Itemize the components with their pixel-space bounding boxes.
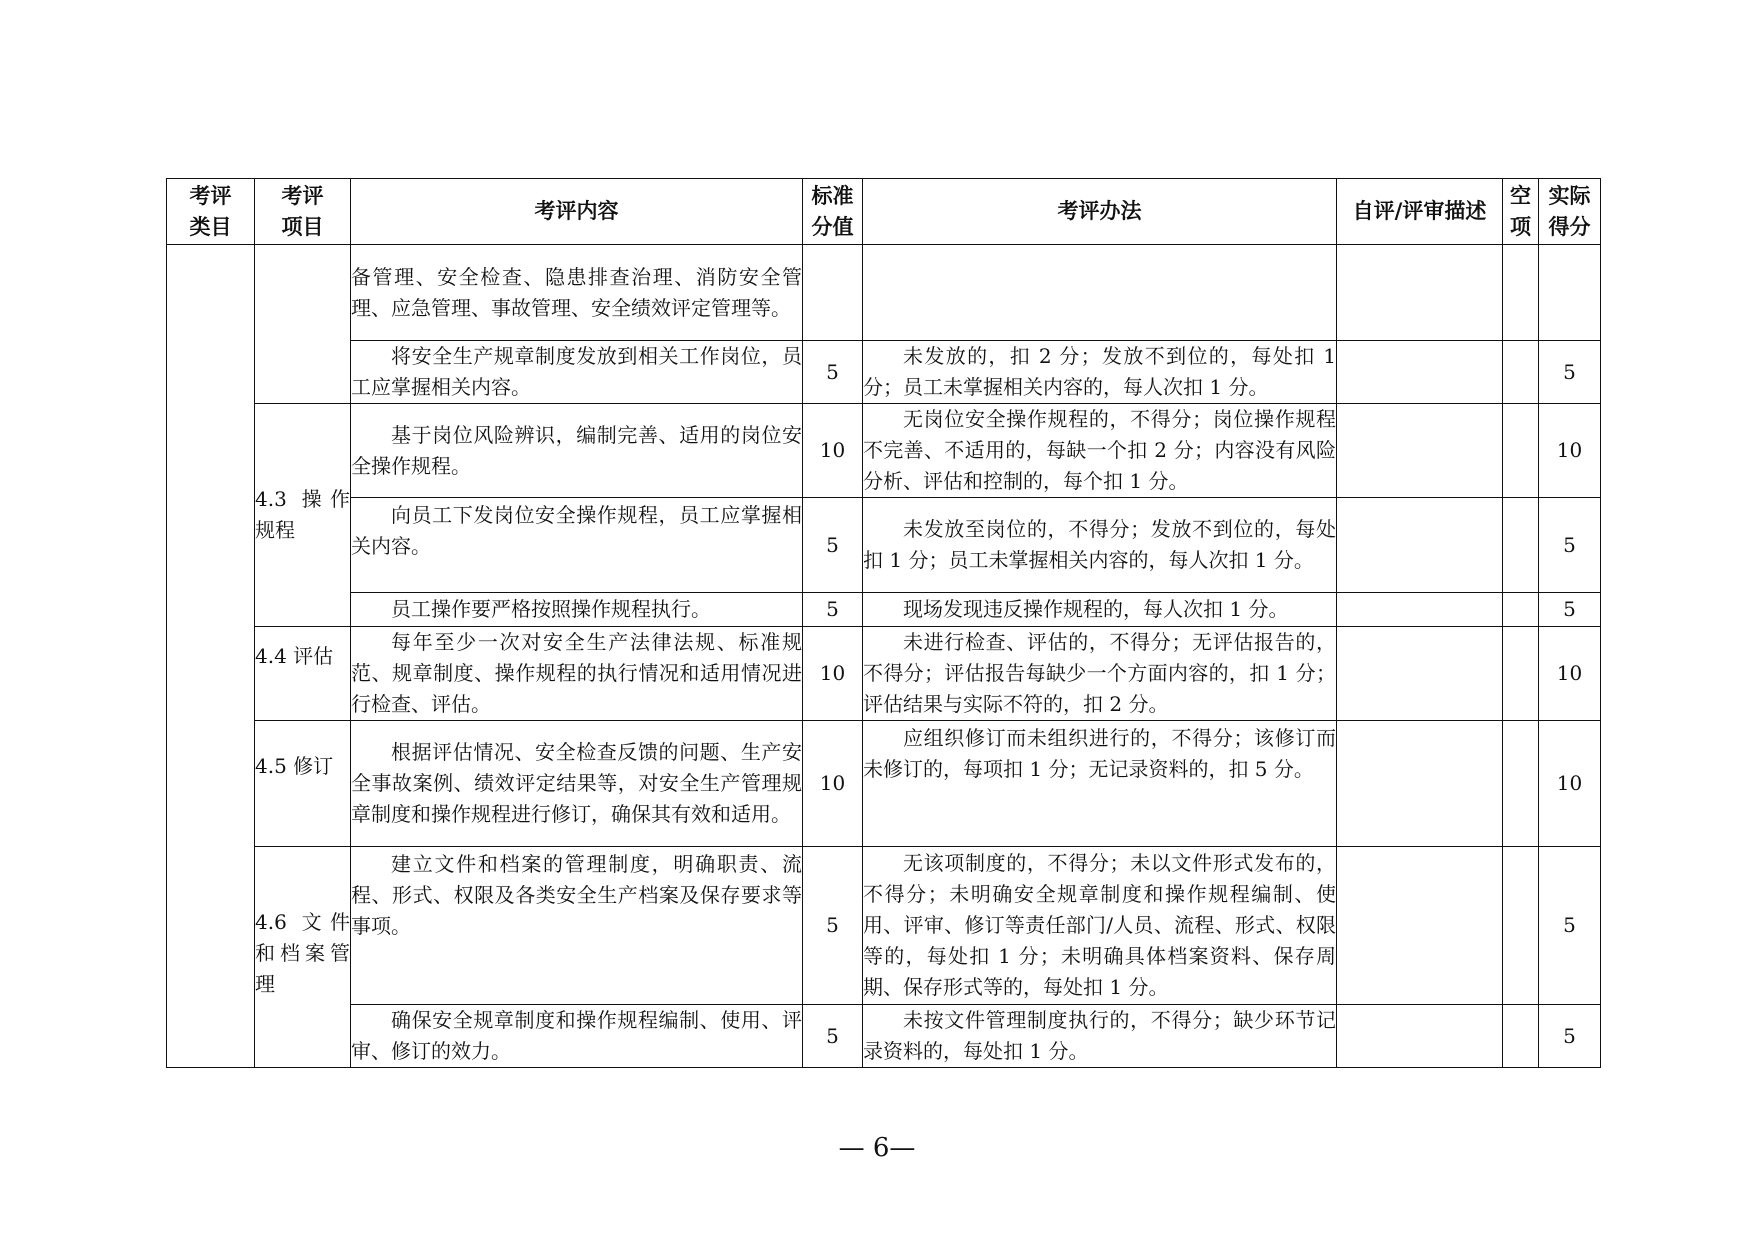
score-cell: 5	[803, 1005, 863, 1068]
header-empty-item: 空 项	[1503, 179, 1539, 245]
content-cell: 建立文件和档案的管理制度，明确职责、流程、形式、权限及各类安全生产档案及保存要求等事项。	[351, 847, 803, 1005]
item-cell: 4.3 操作规程	[255, 404, 351, 627]
category-cell	[167, 245, 255, 1068]
self-eval-cell	[1337, 1005, 1503, 1068]
self-eval-cell	[1337, 721, 1503, 847]
header-category: 考评 类目	[167, 179, 255, 245]
table-row	[167, 245, 1601, 341]
item-cell	[255, 245, 351, 404]
empty-item-cell	[1503, 404, 1539, 498]
content-cell: 备管理、安全检查、隐患排查治理、消防安全管理、应急管理、事故管理、安全绩效评定管理等。	[351, 245, 803, 341]
header-self-evaluation: 自评/评审描述	[1337, 179, 1503, 245]
score-cell: 5	[803, 847, 863, 1005]
content-cell: 向员工下发岗位安全操作规程，员工应掌握相关内容。	[351, 498, 803, 593]
score-cell	[803, 245, 863, 341]
page-number: — 6—	[838, 1133, 916, 1163]
method-cell	[863, 245, 1337, 341]
self-eval-cell	[1337, 341, 1503, 404]
method-cell: 未进行检查、评估的，不得分；无评估报告的，不得分；评估报告每缺少一个方面内容的，扣 1 分；评估结果与实际不符的，扣 2 分。	[863, 627, 1337, 721]
method-cell: 未发放的，扣 2 分；发放不到位的，每处扣 1 分；员工未掌握相关内容的，每人次扣 1 分。	[863, 341, 1337, 404]
content-cell: 每年至少一次对安全生产法律法规、标准规范、规章制度、操作规程的执行情况和适用情况进行检查、评估。	[351, 627, 803, 721]
actual-score-cell: 5	[1539, 341, 1601, 404]
empty-item-cell	[1503, 1005, 1539, 1068]
table-row	[167, 498, 1601, 593]
table-row	[167, 593, 1601, 627]
header-actual-score: 实际 得分	[1539, 179, 1601, 245]
self-eval-cell	[1337, 593, 1503, 627]
self-eval-cell	[1337, 847, 1503, 1005]
actual-score-cell	[1539, 245, 1601, 341]
content-cell: 将安全生产规章制度发放到相关工作岗位，员工应掌握相关内容。	[351, 341, 803, 404]
evaluation-table	[166, 178, 1601, 1068]
header-method: 考评办法	[863, 179, 1337, 245]
method-cell: 应组织修订而未组织进行的，不得分；该修订而未修订的，每项扣 1 分；无记录资料的，扣 5 分。	[863, 721, 1337, 847]
table-row	[167, 627, 1601, 721]
item-cell: 4.6 文件和档案管理	[255, 847, 351, 1068]
empty-item-cell	[1503, 498, 1539, 593]
score-cell: 5	[803, 593, 863, 627]
method-cell: 无该项制度的，不得分；未以文件形式发布的，不得分；未明确安全规章制度和操作规程编制、使用、评审、修订等责任部门/人员、流程、形式、权限等的，每处扣 1 分；未明确具体档案资料、保存周期、保存形式等的，每处扣 1 分。	[863, 847, 1337, 1005]
table-row	[167, 341, 1601, 404]
self-eval-cell	[1337, 404, 1503, 498]
empty-item-cell	[1503, 593, 1539, 627]
header-item: 考评 项目	[255, 179, 351, 245]
header-content: 考评内容	[351, 179, 803, 245]
item-cell: 4.4 评估	[255, 627, 351, 721]
actual-score-cell: 5	[1539, 847, 1601, 1005]
score-cell: 5	[803, 341, 863, 404]
table-row	[167, 1005, 1601, 1068]
method-cell: 现场发现违反操作规程的，每人次扣 1 分。	[863, 593, 1337, 627]
table-row	[167, 847, 1601, 1005]
score-cell: 10	[803, 404, 863, 498]
actual-score-cell: 5	[1539, 498, 1601, 593]
content-cell: 确保安全规章制度和操作规程编制、使用、评审、修订的效力。	[351, 1005, 803, 1068]
self-eval-cell	[1337, 627, 1503, 721]
method-cell: 无岗位安全操作规程的，不得分；岗位操作规程不完善、不适用的，每缺一个扣 2 分；内容没有风险分析、评估和控制的，每个扣 1 分。	[863, 404, 1337, 498]
actual-score-cell: 10	[1539, 721, 1601, 847]
actual-score-cell: 5	[1539, 1005, 1601, 1068]
actual-score-cell: 5	[1539, 593, 1601, 627]
empty-item-cell	[1503, 627, 1539, 721]
empty-item-cell	[1503, 341, 1539, 404]
empty-item-cell	[1503, 245, 1539, 341]
item-cell: 4.5 修订	[255, 721, 351, 847]
empty-item-cell	[1503, 721, 1539, 847]
actual-score-cell: 10	[1539, 404, 1601, 498]
method-cell: 未按文件管理制度执行的，不得分；缺少环节记录资料的，每处扣 1 分。	[863, 1005, 1337, 1068]
table-row	[167, 404, 1601, 498]
content-cell: 员工操作要严格按照操作规程执行。	[351, 593, 803, 627]
actual-score-cell: 10	[1539, 627, 1601, 721]
self-eval-cell	[1337, 245, 1503, 341]
method-cell: 未发放至岗位的，不得分；发放不到位的，每处扣 1 分；员工未掌握相关内容的，每人次扣 1 分。	[863, 498, 1337, 593]
content-cell: 根据评估情况、安全检查反馈的问题、生产安全事故案例、绩效评定结果等，对安全生产管理规章制度和操作规程进行修订，确保其有效和适用。	[351, 721, 803, 847]
table-row	[167, 721, 1601, 847]
content-cell: 基于岗位风险辨识，编制完善、适用的岗位安全操作规程。	[351, 404, 803, 498]
header-standard-score: 标准 分值	[803, 179, 863, 245]
self-eval-cell	[1337, 498, 1503, 593]
empty-item-cell	[1503, 847, 1539, 1005]
table-header-row	[167, 179, 1601, 245]
score-cell: 5	[803, 498, 863, 593]
score-cell: 10	[803, 627, 863, 721]
score-cell: 10	[803, 721, 863, 847]
